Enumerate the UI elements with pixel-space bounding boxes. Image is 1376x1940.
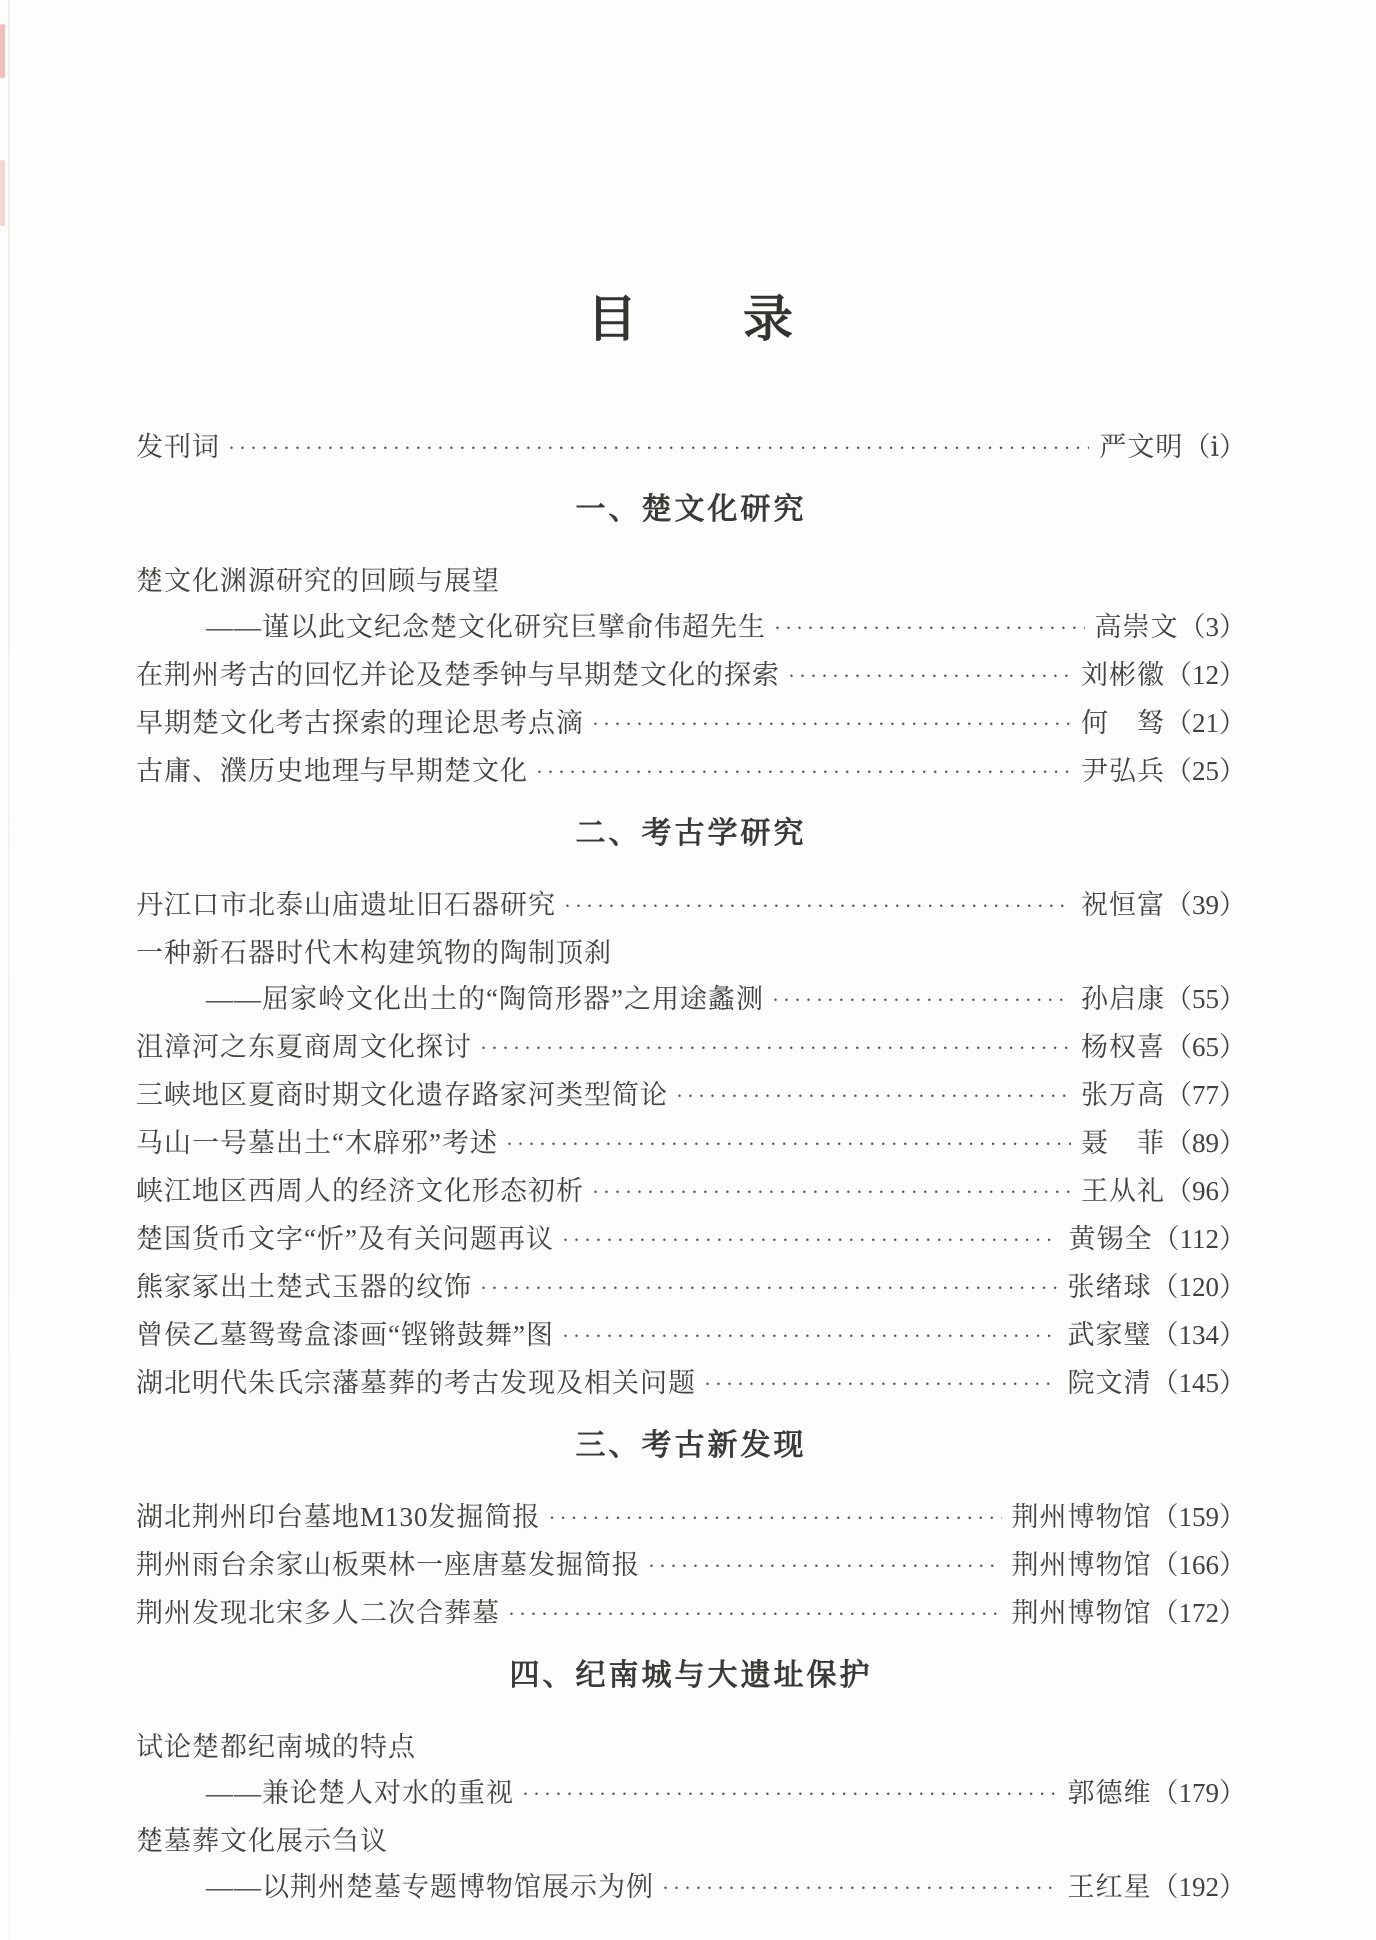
entry-page: （77）	[1165, 1080, 1246, 1110]
entry-title: 早期楚文化考古探索的理论思考点滴	[136, 708, 584, 738]
entry-title: 试论楚都纪南城的特点	[136, 1732, 416, 1762]
entry-page: （55）	[1165, 984, 1246, 1014]
entry-author: 张绪球	[1067, 1272, 1152, 1302]
dot-leader	[506, 1121, 1071, 1167]
entry-title: 楚国货币文字“忻”及有关问题再议	[136, 1224, 554, 1254]
toc-entry	[136, 748, 1246, 796]
section-heading: 一、楚文化研究	[575, 493, 807, 526]
entry-title: 三峡地区夏商时期文化遗存路家河类型简论	[136, 1080, 668, 1110]
entry-author: 祝恒富	[1081, 890, 1165, 920]
entry-page: （145）	[1151, 1368, 1246, 1398]
entry-title: 发刊词	[136, 432, 220, 462]
toc-entry	[136, 1312, 1246, 1360]
entry-title: ——屈家岭文化出土的“陶筒形器”之用途蠡测	[206, 984, 764, 1014]
toc-content	[136, 0, 1246, 1912]
entry-author: 杨权喜	[1081, 1032, 1165, 1062]
dot-leader	[536, 749, 1071, 795]
section-heading: 四、纪南城与大遗址保护	[509, 1659, 873, 1692]
dot-leader	[592, 701, 1071, 747]
entry-title: 楚墓葬文化展示刍议	[136, 1826, 388, 1856]
toc-entry	[136, 882, 1246, 930]
dot-leader	[788, 653, 1071, 699]
page-title: 目 录	[587, 291, 795, 347]
entry-title: 湖北荆州印台墓地M130发掘简报	[136, 1502, 541, 1532]
dot-leader	[549, 1495, 1002, 1541]
entry-title: 丹江口市北泰山庙遗址旧石器研究	[136, 890, 556, 920]
entry-title: 荆州雨台余家山板栗林一座唐墓发掘简报	[136, 1550, 640, 1580]
entry-page: （89）	[1165, 1128, 1246, 1158]
toc-entry	[136, 1494, 1246, 1542]
scan-edge-mark	[0, 160, 5, 226]
entry-title: 湖北明代朱氏宗藩墓葬的考古发现及相关问题	[136, 1368, 696, 1398]
toc-entry	[136, 1360, 1246, 1408]
toc-entry	[136, 1590, 1246, 1638]
entry-page: （179）	[1151, 1778, 1246, 1808]
toc-entry-frontmatter	[136, 424, 1246, 472]
entry-author: 孙启康	[1081, 984, 1165, 1014]
dot-leader	[704, 1361, 1058, 1407]
toc-entry	[136, 652, 1246, 700]
toc-entry	[136, 930, 1246, 976]
toc-entry	[136, 1072, 1246, 1120]
toc-entry	[136, 1864, 1246, 1912]
entry-page: （25）	[1165, 756, 1246, 786]
entry-author: 荆州博物馆	[1011, 1502, 1152, 1532]
entry-title: 楚文化渊源研究的回顾与展望	[136, 566, 500, 596]
entry-page: （192）	[1151, 1872, 1246, 1902]
entry-page: （166）	[1151, 1550, 1246, 1580]
toc-entry	[136, 1216, 1246, 1264]
dot-leader	[480, 1025, 1071, 1071]
toc-entry	[136, 700, 1246, 748]
dot-leader	[564, 883, 1071, 929]
dot-leader	[772, 977, 1071, 1023]
entry-page: （112）	[1152, 1224, 1246, 1254]
dot-leader	[522, 1771, 1058, 1817]
entry-title: 古庸、濮历史地理与早期楚文化	[136, 756, 528, 786]
entry-author: 荆州博物馆	[1011, 1598, 1152, 1628]
entry-title: 马山一号墓出土“木辟邪”考述	[136, 1128, 498, 1158]
entry-page: （172）	[1151, 1598, 1246, 1628]
entry-page: （96）	[1165, 1176, 1246, 1206]
entry-page: （120）	[1151, 1272, 1246, 1302]
dot-leader	[774, 605, 1085, 651]
entry-page: （3）	[1178, 612, 1246, 642]
entry-title: ——以荆州楚墓专题博物馆展示为例	[206, 1872, 654, 1902]
entry-title: 一种新石器时代木构建筑物的陶制顶刹	[136, 938, 612, 968]
toc-entry	[136, 1724, 1246, 1770]
entry-author: 黄锡全	[1068, 1224, 1153, 1254]
section-heading: 三、考古新发现	[575, 1429, 807, 1462]
toc	[136, 424, 1246, 1912]
entry-page: （159）	[1151, 1502, 1246, 1532]
dot-leader	[676, 1073, 1071, 1119]
entry-title: 沮漳河之东夏商周文化探讨	[136, 1032, 472, 1062]
toc-entry	[136, 1770, 1246, 1818]
toc-entry	[136, 558, 1246, 604]
entry-author: 高崇文	[1094, 612, 1179, 642]
dot-leader	[480, 1265, 1058, 1311]
toc-entry	[136, 1542, 1246, 1590]
entry-page: （65）	[1165, 1032, 1246, 1062]
entry-page: （39）	[1165, 890, 1246, 920]
toc-entry	[136, 1120, 1246, 1168]
scan-edge-line	[8, 0, 10, 1940]
dot-leader	[508, 1591, 1002, 1637]
dot-leader	[592, 1169, 1071, 1215]
entry-author: 武家璧	[1067, 1320, 1152, 1350]
dot-leader	[562, 1217, 1059, 1263]
entry-author: 刘彬徽	[1081, 660, 1165, 690]
entry-page: （134）	[1151, 1320, 1246, 1350]
entry-title: 峡江地区西周人的经济文化形态初析	[136, 1176, 584, 1206]
toc-entry	[136, 604, 1246, 652]
toc-entry	[136, 976, 1246, 1024]
entry-author: 严文明	[1099, 432, 1184, 462]
entry-title: ——兼论楚人对水的重视	[206, 1778, 514, 1808]
entry-title: 荆州发现北宋多人二次合葬墓	[136, 1598, 500, 1628]
entry-author: 何 驽	[1081, 708, 1165, 738]
dot-leader	[562, 1313, 1058, 1359]
toc-entry	[136, 1818, 1246, 1864]
entry-author: 王红星	[1067, 1872, 1152, 1902]
toc-entry	[136, 1264, 1246, 1312]
dot-leader	[662, 1865, 1058, 1911]
dot-leader	[228, 425, 1089, 471]
dot-leader	[648, 1543, 1002, 1589]
entry-author: 荆州博物馆	[1011, 1550, 1152, 1580]
toc-entry	[136, 1024, 1246, 1072]
entry-page: （12）	[1165, 660, 1246, 690]
entry-title: 在荆州考古的回忆并论及楚季钟与早期楚文化的探索	[136, 660, 780, 690]
scan-edge-mark	[0, 24, 5, 78]
entry-page: （21）	[1165, 708, 1246, 738]
entry-author: 尹弘兵	[1081, 756, 1165, 786]
entry-title: 熊家冢出土楚式玉器的纹饰	[136, 1272, 472, 1302]
entry-title: 曾侯乙墓鸳鸯盒漆画“铿锵鼓舞”图	[136, 1320, 554, 1350]
entry-author: 王从礼	[1081, 1176, 1165, 1206]
entry-author: 院文清	[1067, 1368, 1152, 1398]
toc-entry	[136, 1168, 1246, 1216]
entry-title: ——谨以此文纪念楚文化研究巨擘俞伟超先生	[206, 612, 766, 642]
entry-author: 聂 菲	[1081, 1128, 1165, 1158]
entry-author: 郭德维	[1067, 1778, 1152, 1808]
entry-page: （ⅰ）	[1183, 432, 1246, 462]
entry-author: 张万高	[1081, 1080, 1165, 1110]
section-heading: 二、考古学研究	[575, 817, 807, 850]
